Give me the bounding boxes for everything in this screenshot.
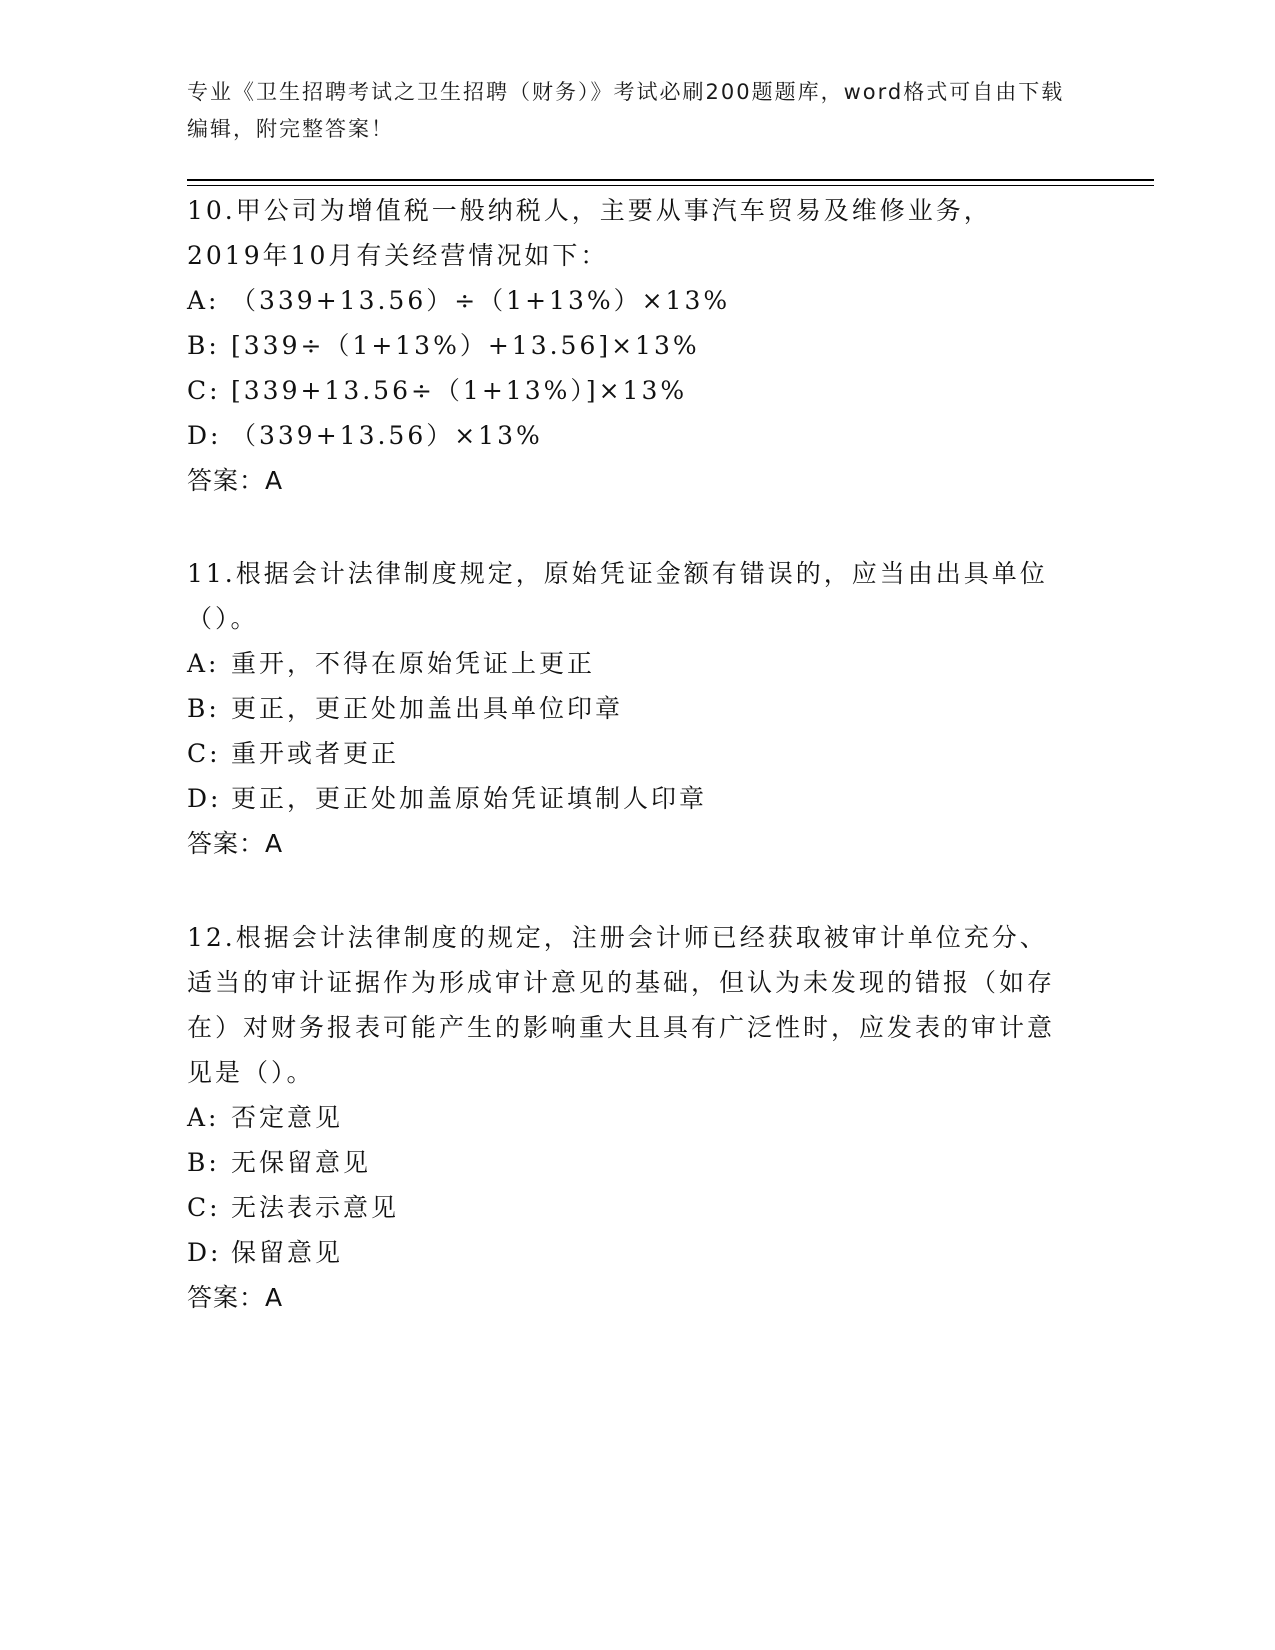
question-10 <box>187 188 1067 503</box>
option-c <box>187 1185 1067 1230</box>
option-c <box>187 368 1067 413</box>
option-a <box>187 1095 1067 1140</box>
option-b <box>187 323 1067 368</box>
option-letter: D: <box>187 421 222 450</box>
answer: 答案：A <box>187 829 284 858</box>
option-text: （339+13.56）×13% <box>231 421 543 450</box>
option-a <box>187 641 1067 686</box>
option-letter: C: <box>187 376 221 405</box>
header-rule-thick <box>187 179 1154 181</box>
document-header <box>187 74 1067 148</box>
option-letter: D: <box>187 1238 222 1267</box>
option-text: 无保留意见 <box>231 1148 372 1177</box>
answer: 答案：A <box>187 1283 284 1312</box>
option-text: 保留意见 <box>231 1238 344 1267</box>
option-text: 重开或者更正 <box>231 739 400 768</box>
answer: 答案：A <box>187 466 284 495</box>
option-letter: A: <box>187 649 220 678</box>
option-letter: C: <box>187 739 221 768</box>
question-11 <box>187 551 1067 866</box>
option-text: 否定意见 <box>231 1103 344 1132</box>
option-letter: B: <box>187 1148 220 1177</box>
option-text: [339+13.56÷（1+13%）]×13% <box>231 376 688 405</box>
option-d <box>187 776 1067 821</box>
option-a <box>187 278 1067 323</box>
option-text: [339÷（1+13%）+13.56]×13% <box>231 331 700 360</box>
header-title: 专业《卫生招聘考试之卫生招聘（财务）》考试必刷200题题库，word格式可自由下载编辑，附完整答案！ <box>187 80 1065 141</box>
option-text: 重开，不得在原始凭证上更正 <box>231 649 596 678</box>
option-letter: D: <box>187 784 222 813</box>
option-letter: C: <box>187 1193 221 1222</box>
option-letter: A: <box>187 286 220 315</box>
option-letter: A: <box>187 1103 220 1132</box>
question-stem: 11.根据会计法律制度规定，原始凭证金额有错误的，应当由出具单位（）。 <box>187 559 1048 633</box>
option-text: 更正，更正处加盖原始凭证填制人印章 <box>231 784 708 813</box>
option-letter: B: <box>187 694 220 723</box>
option-letter: B: <box>187 331 220 360</box>
option-d <box>187 413 1067 458</box>
option-b <box>187 686 1067 731</box>
option-b <box>187 1140 1067 1185</box>
option-text: （339+13.56）÷（1+13%）×13% <box>231 286 731 315</box>
question-stem: 12.根据会计法律制度的规定，注册会计师已经获取被审计单位充分、适当的审计证据作为形成审计意见的基础，但认为未发现的错报（如存在）对财务报表可能产生的影响重大且具有广泛性时，应发表的审计意见是（）。 <box>187 923 1056 1087</box>
option-c <box>187 731 1067 776</box>
question-stem: 10.甲公司为增值税一般纳税人，主要从事汽车贸易及维修业务，2019年10月有关经营情况如下： <box>187 196 992 270</box>
question-12 <box>187 915 1067 1320</box>
option-text: 更正，更正处加盖出具单位印章 <box>231 694 624 723</box>
option-text: 无法表示意见 <box>231 1193 400 1222</box>
header-rule-thin <box>187 185 1154 186</box>
option-d <box>187 1230 1067 1275</box>
